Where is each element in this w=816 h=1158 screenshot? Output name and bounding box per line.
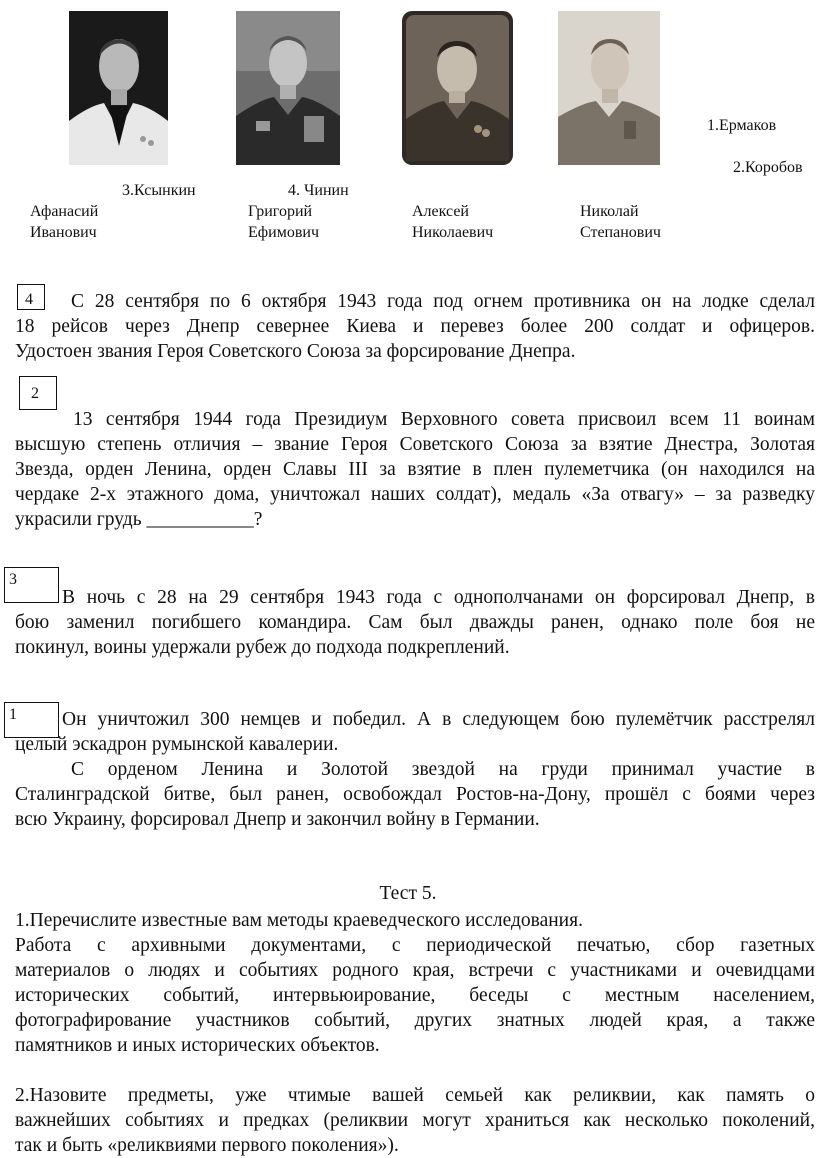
portrait-photo-3 <box>402 11 513 165</box>
portrait-photo-2 <box>236 11 340 165</box>
text-line: важнейших событиях и предках (реликвии могут храниться как несколько поколений, <box>15 1110 815 1131</box>
name-patronymic-1: Иванович <box>30 224 97 241</box>
name-first-4: Николай <box>580 203 639 220</box>
text-line: 13 сентября 1944 года Президиум Верховного совета присвоил всем 11 воинам <box>73 409 815 430</box>
text-line: фотографирование участников событий, других знатных людей края, а также <box>15 1010 815 1031</box>
question-1 <box>15 908 815 933</box>
answer-box-number: 2 <box>31 385 39 402</box>
name-first-3: Алексей <box>412 203 469 220</box>
answer-box-b[interactable] <box>19 376 57 410</box>
label-ermakov: 1.Ермаков <box>707 117 777 134</box>
paragraph-block-b <box>15 407 815 532</box>
text-line: памятников и иных исторических объектов. <box>15 1035 380 1056</box>
name-patronymic-3: Николаевич <box>412 224 494 241</box>
text-line: чердаке 2-х этажного дома, уничтожал наших солдат), медаль «За отвагу» – за разведку <box>15 484 815 505</box>
name-first-2: Григорий <box>248 203 313 220</box>
label-korobov: 2.Коробов <box>733 159 803 176</box>
text-line: бою заменил погибшего командира. Сам был дважды ранен, однако поле боя не <box>15 612 815 633</box>
text-line: 18 рейсов через Днепр севернее Киева и перевез более 200 солдат и офицеров. <box>15 316 815 337</box>
text-line: В ночь с 28 на 29 сентября 1943 года с однополчанами он форсировал Днепр, в <box>62 587 815 608</box>
answer-1 <box>15 933 815 1058</box>
text-line: Он уничтожил 300 немцев и победил. А в следующем бою пулемётчик расстрелял <box>62 709 815 730</box>
text-line: Работа с архивными документами, с периодической печатью, сбор газетных <box>15 935 815 956</box>
question-2 <box>15 1083 815 1158</box>
text-line: украсили грудь ___________? <box>15 509 263 530</box>
name-first-1: Афанасий <box>30 203 99 220</box>
text-line: 2.Назовите предметы, уже чтимые вашей семьей как реликвии, как память о <box>15 1085 815 1106</box>
portrait-photo-1 <box>69 11 168 165</box>
answer-box-number: 1 <box>9 706 17 723</box>
paragraph-block-c <box>15 585 815 660</box>
text-line: Сталинградской битве, был ранен, освобождал Ростов-на-Дону, прошёл с боями через <box>15 784 815 805</box>
text-line: целый эскадрон румынской кавалерии. <box>15 734 339 755</box>
text-line: всю Украину, форсировал Днепр и закончил войну в Германии. <box>15 809 540 830</box>
label-ksynkin: 3.Ксынкин <box>122 182 196 199</box>
text-line: С орденом Ленина и Золотой звездой на груди принимал участие в <box>71 759 815 780</box>
text-line: С 28 сентября по 6 октября 1943 года под огнем противника он на лодке сделал <box>71 291 815 312</box>
paragraph-block-d <box>15 707 815 832</box>
portrait-photo-4 <box>558 11 660 165</box>
text-line: Звезда, орден Ленина, орден Славы III за взятие в плен пулеметчика (он находился на <box>15 459 815 480</box>
text-line: покинул, воины удержали рубеж до подхода подкреплений. <box>15 637 510 658</box>
text-line: Удостоен звания Героя Советского Союза за форсирование Днепра. <box>15 341 576 362</box>
text-line: материалов о людях и событиях родного края, встречи с участниками и очевидцами <box>15 960 815 981</box>
name-patronymic-4: Степанович <box>580 224 661 241</box>
text-line: так и быть «реликвиями первого поколения»). <box>15 1135 399 1156</box>
test-title: Тест 5. <box>379 883 437 904</box>
label-chinin: 4. Чинин <box>288 182 349 199</box>
answer-box-number: 4 <box>25 291 33 308</box>
question-text: 1.Перечислите известные вам методы краеведческого исследования. <box>15 910 583 931</box>
text-line: высшую степень отличия – звание Героя Советского Союза за взятие Днестра, Золотая <box>15 434 815 455</box>
name-patronymic-2: Ефимович <box>248 224 319 241</box>
paragraph-block-a <box>15 289 815 364</box>
text-line: исторических событий, интервьюирование, беседы с местным населением, <box>15 985 815 1006</box>
answer-box-number: 3 <box>9 571 17 588</box>
